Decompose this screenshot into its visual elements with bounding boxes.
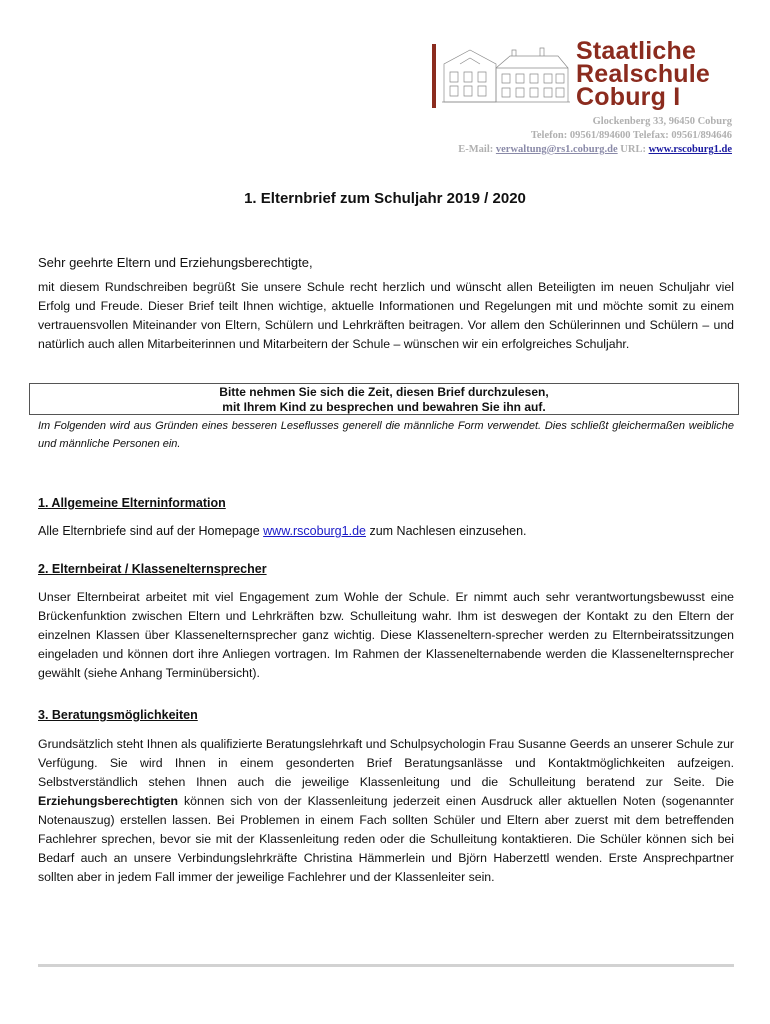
- section-3-text-before: Grundsätzlich steht Ihnen als qualifizierte Beratungslehrkaft und Schulpsychologin Frau Susanne Geerds an unserer Schule zur Verfügung. Sie wird Ihnen in einem gesonderten Brief Beratungsanlässe und Kontaktmöglichkeiten aufzeigen. Selbstverständlich stehen Ihnen auch die jeweilige Klassenleitung und die Schulleitung beratend zur Seite. Die: [38, 737, 734, 789]
- letter-title: 1. Elternbrief zum Schuljahr 2019 / 2020: [244, 190, 526, 207]
- section-3-paragraph: [38, 735, 734, 887]
- email-label: E-Mail:: [458, 144, 494, 155]
- notice-box: [29, 383, 739, 415]
- section-heading-2: 2. Elternbeirat / Klassenelternsprecher: [38, 562, 267, 576]
- section-3-text-after: können sich von der Klassenleitung jederzeit einen Ausdruck aller aktuellen Noten (sogenannter Notenauszug) erstellen lassen. Bei Problemen in einem Fach sollten Schüler und Eltern aber zuerst mit dem betreffenden Fachlehrer sprechen, bevor sie mit der Klassenleitung reden oder die Schulleitung kontaktieren. Die Schüler können sich bei Bedarf auch an unsere Verbindungslehrkräfte Christina Hämmerlein und Björn Haberzettl wenden. Erste Ansprechpartner sollten aber in jedem Fall immer der jeweilige Fachlehrer und der Klassenleiter sein.: [38, 794, 734, 884]
- school-name-line-2: Realschule: [576, 60, 711, 88]
- section-heading-1: 1. Allgemeine Elterninformation: [38, 496, 226, 510]
- salutation: Sehr geehrte Eltern und Erziehungsberechtigte,: [38, 255, 313, 270]
- school-name: [576, 37, 741, 111]
- phone-fax: Telefon: 09561/894600 Telefax: 09561/894646: [530, 130, 732, 141]
- contact-block: [458, 115, 732, 157]
- school-logo: [432, 37, 737, 111]
- section-1-text-before: Alle Elternbriefe sind auf der Homepage: [38, 524, 260, 538]
- section-1-text: [38, 524, 527, 538]
- section-3-bold: Erziehungsberechtigten: [38, 794, 179, 808]
- homepage-link[interactable]: www.rscoburg1.de: [263, 524, 366, 538]
- section-heading-3: 3. Beratungsmöglichkeiten: [38, 708, 198, 722]
- logo-bar: [432, 44, 436, 108]
- section-1-text-after: zum Nachlesen einzusehen.: [369, 524, 527, 538]
- intro-paragraph: mit diesem Rundschreiben begrüßt Sie unsere Schule recht herzlich und wünscht allen Beteiligten im neuen Schuljahr viel Erfolg und Freude. Dieser Brief teilt Ihnen wichtige, aktuelle Informationen und Regelungen mit und möchte somit zu einem vertrauensvollen Miteinander von Eltern, Schülern und Lehrkräften beitragen. Vor allem den Schülerinnen und Schülern – und natürlich auch allen Mitarbeiterinnen und Mitarbeitern der Schule – wünschen wir ein erfolgreiches Schuljahr.: [38, 280, 734, 351]
- postal-address: Glockenberg 33, 96450 Coburg: [592, 116, 732, 127]
- section-2-paragraph: Unser Elternbeirat arbeitet mit viel Engagement zum Wohle der Schule. Er nimmt auch sehr verantwortungsbewusst eine Brückenfunktion zwischen Eltern und Lehrkräften bzw. Schulleitung wahr. Ihm ist deswegen der Kontakt zu den Eltern der einzelnen Klassen über Klassenelternsprecher ganz wichtig. Diese Klasseneltern-sprecher werden zu Elternbeiratssitzungen eingeladen und können dort ihre Anliegen vortragen. Im Rahmen der Klassenelternabende werden die Klassenelternsprecher gewählt (siehe Anhang Terminübersicht).: [38, 590, 734, 680]
- notice-line-2: mit Ihrem Kind zu besprechen und bewahren Sie ihn auf.: [222, 400, 546, 414]
- email-link[interactable]: verwaltung@rs1.coburg.de: [495, 144, 618, 155]
- url-label: URL:: [620, 144, 646, 155]
- school-building-sketch: [440, 42, 572, 108]
- footer-divider: [38, 964, 734, 967]
- gender-note: Im Folgenden wird aus Gründen eines besseren Leseflusses generell die männliche Form verwendet. Dies schließt gleichermaßen weibliche und männliche Personen ein.: [38, 420, 734, 450]
- website-link[interactable]: www.rscoburg1.de: [648, 144, 732, 155]
- email-url-line: [458, 143, 732, 157]
- school-name-line-1: Staatliche: [576, 37, 697, 65]
- notice-line-1: Bitte nehmen Sie sich die Zeit, diesen Brief durchzulesen,: [219, 385, 549, 399]
- school-name-line-3: Coburg I: [576, 83, 681, 111]
